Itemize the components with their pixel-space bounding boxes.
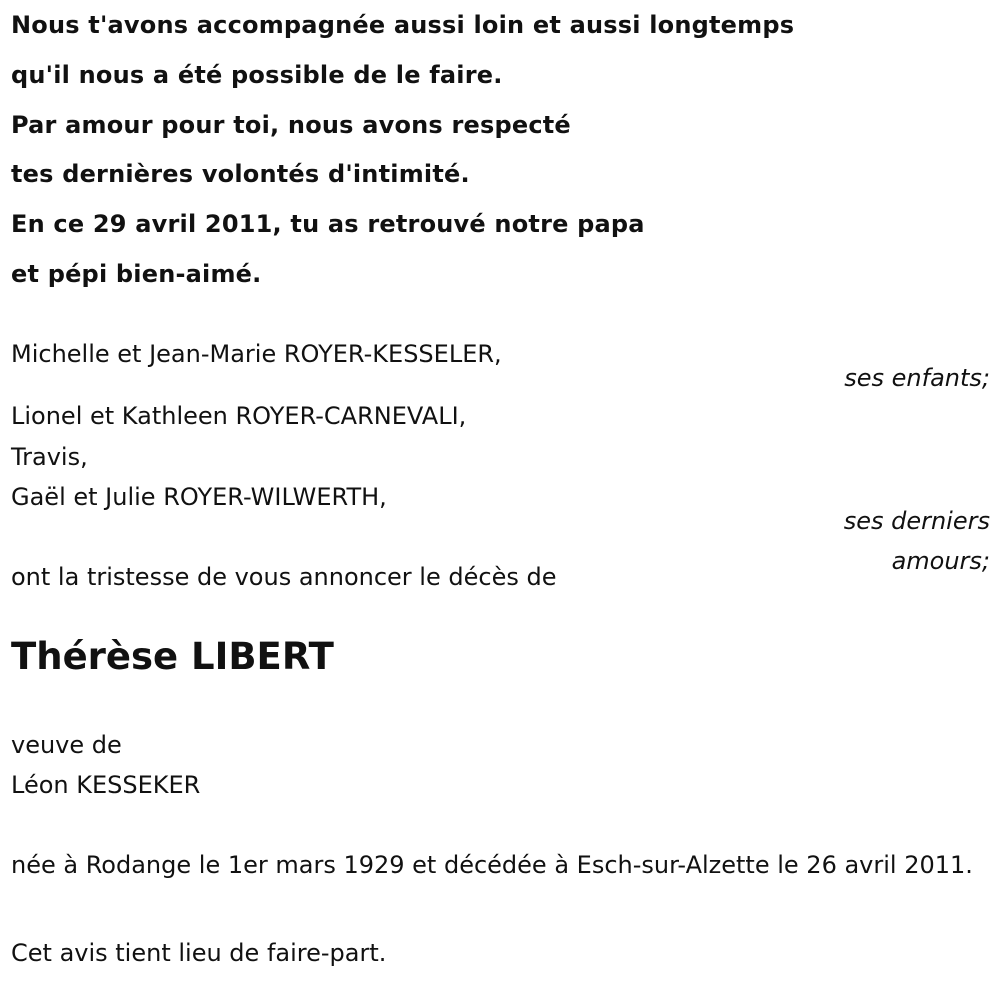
- children-role: ses enfants;: [844, 364, 990, 392]
- intro-line-4: tes dernières volontés d'intimité.: [11, 160, 470, 188]
- intro-line-5: En ce 29 avril 2011, tu as retrouvé notre papa: [11, 210, 645, 238]
- children-names: Michelle et Jean-Marie ROYER-KESSELER,: [11, 340, 502, 368]
- grandchild-line-2: Travis,: [11, 443, 88, 471]
- intro-line-3: Par amour pour toi, nous avons respecté: [11, 111, 571, 139]
- grandchild-line-1: Lionel et Kathleen ROYER-CARNEVALI,: [11, 402, 467, 430]
- intro-line-1: Nous t'avons accompagnée aussi loin et aussi longtemps: [11, 11, 795, 39]
- grandchildren-role-line-1: ses derniers: [843, 507, 990, 535]
- grandchild-line-3: Gaël et Julie ROYER-WILWERTH,: [11, 483, 387, 511]
- intro-line-6: et pépi bien-aimé.: [11, 260, 262, 288]
- announcement-text: ont la tristesse de vous annoncer le décès de: [11, 563, 557, 591]
- widow-of-label: veuve de: [11, 731, 122, 759]
- intro-line-2: qu'il nous a été possible de le faire.: [11, 61, 503, 89]
- birth-death-details: née à Rodange le 1er mars 1929 et décédée à Esch-sur-Alzette le 26 avril 2011.: [11, 851, 973, 879]
- grandchildren-role-line-2: amours;: [891, 547, 990, 575]
- deceased-name: Thérèse LIBERT: [11, 635, 334, 678]
- closing-note: Cet avis tient lieu de faire-part.: [11, 939, 387, 967]
- spouse-name: Léon KESSEKER: [11, 771, 201, 799]
